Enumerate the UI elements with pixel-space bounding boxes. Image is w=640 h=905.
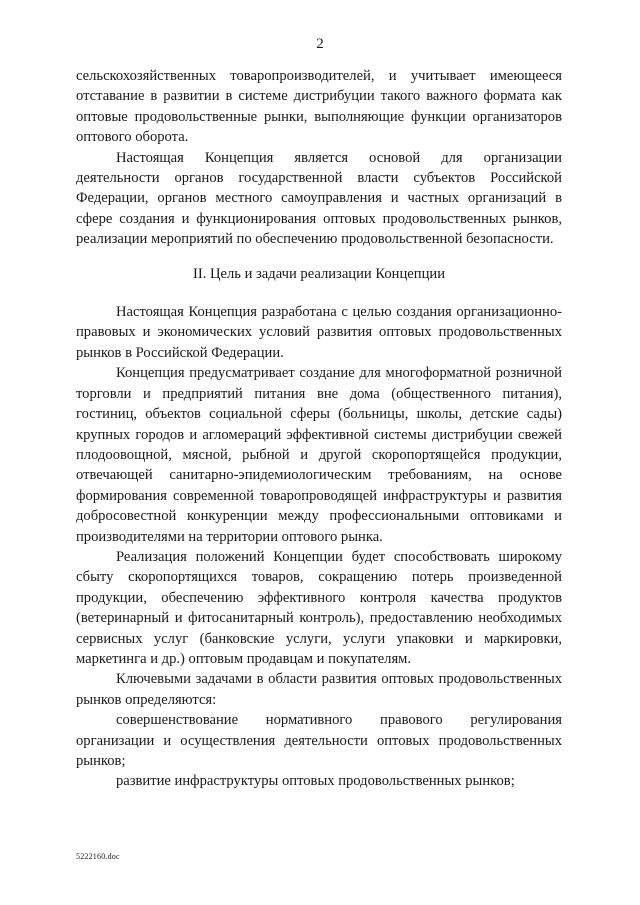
document-body — [76, 66, 562, 792]
list-item-paragraph: совершенствование нормативного правового регулирования организации и осуществления деятельности оптовых продовольственных рынков; — [76, 712, 562, 769]
paragraph: сельскохозяйственных товаропроизводителей, и учитывает имеющееся отставание в развитии в системе дистрибуции такого важного формата как оптовые продовольственные рынки, выполняющие функции организаторов оптового оборота. — [76, 68, 562, 146]
paragraph: Настоящая Концепция разработана с целью создания организационно-правовых и экономических условий развития оптовых продовольственных рынков в Российской Федерации. — [76, 304, 562, 361]
paragraph: Ключевыми задачами в области развития оптовых продовольственных рынков определяются: — [76, 671, 562, 708]
list-item-paragraph: развитие инфраструктуры оптовых продовольственных рынков; — [116, 773, 515, 790]
footer-filename: 5222160.doc — [76, 852, 120, 861]
section-heading: II. Цель и задачи реализации Концепции — [192, 265, 446, 282]
page-number: 2 — [316, 36, 324, 52]
paragraph: Настоящая Концепция является основой для организации деятельности органов государственной власти субъектов Российской Федерации, органов местного самоуправления и частных организаций в сфере создания и функционирования оптовых продовольственных рынков, реализации мероприятий по обеспечению продовольственной безопасности. — [76, 149, 562, 248]
paragraph: Реализация положений Концепции будет способствовать широкому сбыту скоропортящихся товаров, сокращению потерь произведенной продукции, обеспечению эффективного контроля качества продуктов (ветеринарный и фитосанитарный контроль), предоставлению необходимых сервисных услуг (банковские услуги, услуги упаковки и маркировки, маркетинга и др.) оптовым продавцам и покупателям. — [76, 548, 562, 667]
paragraph: Концепция предусматривает создание для многоформатной розничной торговли и предприятий питания вне дома (общественного питания), гостиниц, объектов социальной сферы (больницы, школы, детские сады) крупных городов и агломераций эффективной системы дистрибуции свежей плодоовощной, мясной, рыбной и другой скоропортящейся продукции, отвечающей санитарно-эпидемиологическим требованиям, на основе формирования современной товаропроводящей инфраструктуры и развития добросовестной конкуренции между профессиональными оптовиками и производителями на территории оптового рынка. — [76, 365, 562, 545]
